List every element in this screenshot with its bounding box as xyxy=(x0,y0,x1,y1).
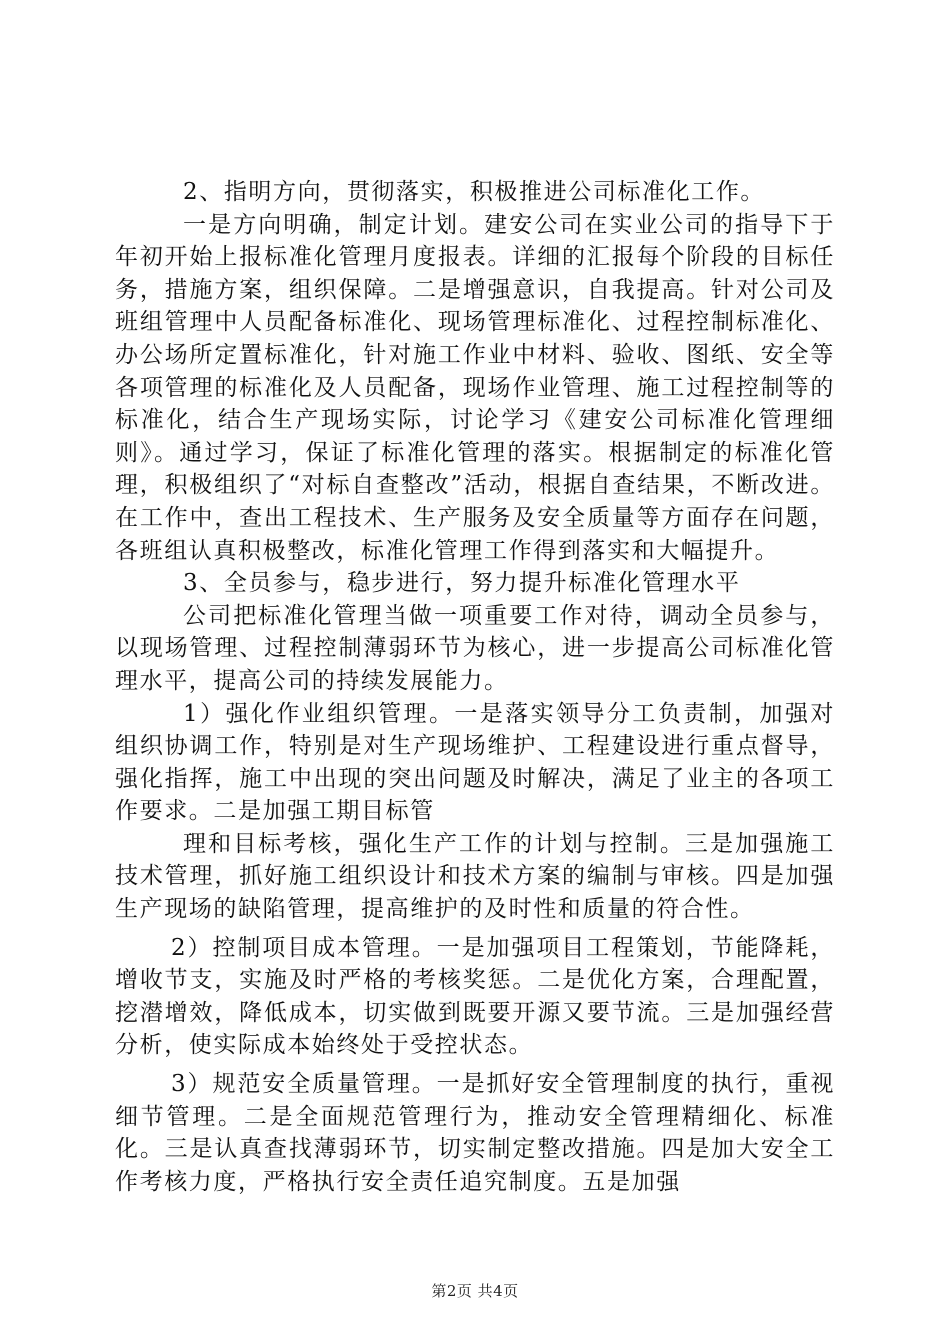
paragraph-planning: 一是方向明确，制定计划。建安公司在实业公司的指导下于年初开始上报标准化管理月度报表。详细的汇报每个阶段的目标任务，措施方案，组织保障。二是增强意识，自我提高。针对公司及班组管理中人员配备标准化、现场管理标准化、过程控制标准化、办公场所定置标准化，针对施工作业中材料、验收、图纸、安全等各项管理的标准化及人员配备，现场作业管理、施工过程控制等的标准化，结合生产现场实际，讨论学习《建安公司标准化管理细则》。通过学习，保证了标准化管理的落实。根据制定的标准化管理，积极组织了“对标自查整改”活动，根据自查结果，不断改进。在工作中，查出工程技术、生产服务及安全质量等方面存在问题，各班组认真积极整改，标准化管理工作得到落实和大幅提升。 xyxy=(115,211,835,564)
paragraph-target-assessment: 理和目标考核，强化生产工作的计划与控制。三是加强施工技术管理，抓好施工组织设计和技术方案的编制与审核。四是加强生产现场的缺陷管理，提高维护的及时性和质量的符合性。 xyxy=(115,830,835,923)
document-body xyxy=(115,176,835,1198)
paragraph-safety-quality: 3）规范安全质量管理。一是抓好安全管理制度的执行，重视细节管理。二是全面规范管理行为，推动安全管理精细化、标准化。三是认真查找薄弱环节，切实制定整改措施。四是加大安全工作考核力度，严格执行安全责任追究制度。五是加强 xyxy=(115,1071,835,1195)
paragraph-organization-management: 1）强化作业组织管理。一是落实领导分工负责制，加强对组织协调工作，特别是对生产现场维护、工程建设进行重点督导，强化指挥，施工中出现的突出问题及时解决，满足了业主的各项工作要求。二是加强工期目标管 xyxy=(115,700,835,825)
section-heading-2: 2、指明方向，贯彻落实，积极推进公司标准化工作。 xyxy=(183,179,766,205)
paragraph-full-participation: 公司把标准化管理当做一项重要工作对待，调动全员参与，以现场管理、过程控制薄弱环节为核心，进一步提高公司标准化管理水平，提高公司的持续发展能力。 xyxy=(115,602,835,694)
section-heading-3: 3、全员参与，稳步进行，努力提升标准化管理水平 xyxy=(183,570,741,597)
page-number-footer: 第2页 共4页 xyxy=(431,1282,519,1300)
paragraph-cost-management: 2）控制项目成本管理。一是加强项目工程策划，节能降耗，增收节支，实施及时严格的考核奖惩。二是优化方案，合理配置，挖潜增效，降低成本，切实做到既要开源又要节流。三是加强经营分析，使实际成本始终处于受控状态。 xyxy=(115,934,835,1059)
